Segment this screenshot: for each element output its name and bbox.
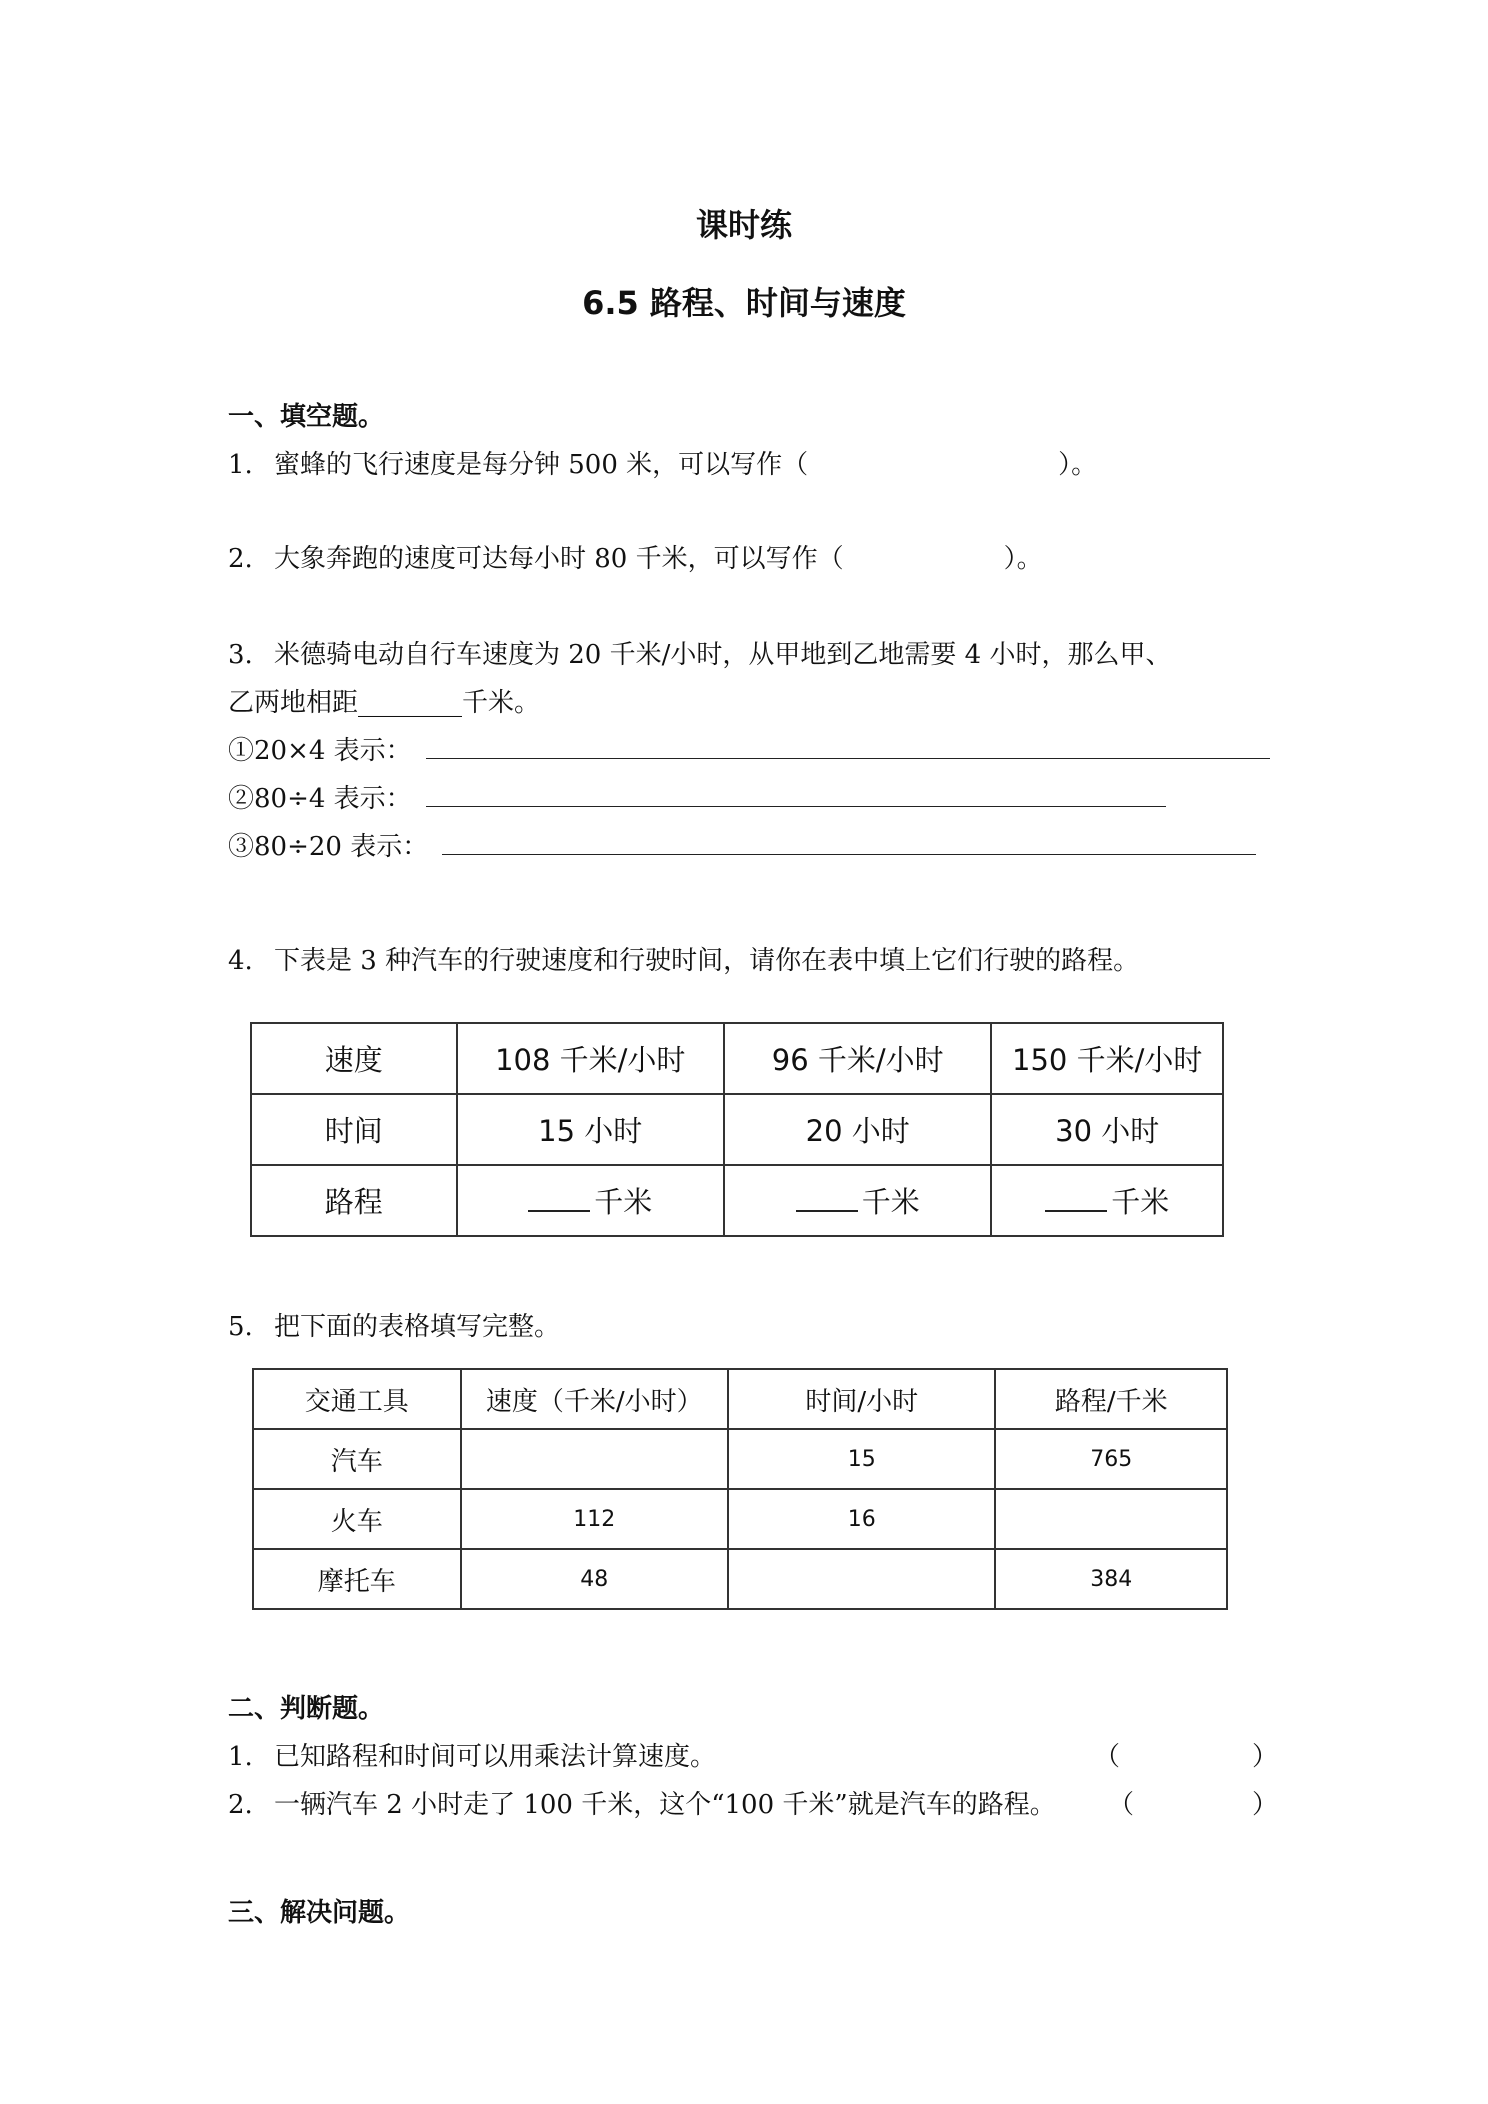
- answer-line-2[interactable]: [426, 806, 1166, 807]
- answer-cell[interactable]: [457, 1165, 724, 1236]
- table-cell: 384: [995, 1549, 1227, 1609]
- sub-question-2: [228, 778, 412, 815]
- answer-line-3[interactable]: [442, 854, 1256, 855]
- question-number: 3.: [228, 640, 253, 670]
- table-cell: 108 千米/小时: [457, 1023, 724, 1094]
- question-2-1: [228, 1736, 716, 1773]
- table-cell: 96 千米/小时: [724, 1023, 991, 1094]
- paren-close: ）: [1252, 1790, 1279, 1820]
- table-cell: 15 小时: [457, 1094, 724, 1165]
- question-text: 蜜蜂的飞行速度是每分钟 500 米，可以写作（: [274, 450, 809, 480]
- answer-blank[interactable]: [528, 1186, 590, 1212]
- answer-cell[interactable]: [728, 1549, 995, 1609]
- table-row: [251, 1023, 1223, 1094]
- column-header: 时间/小时: [728, 1369, 995, 1429]
- question-number: 4.: [228, 946, 253, 976]
- section-3-heading: 三、解决问题。: [228, 1898, 411, 1928]
- answer-cell[interactable]: [991, 1165, 1223, 1236]
- paren-close: ）。: [1058, 450, 1098, 480]
- question-text: 下表是 3 种汽车的行驶速度和行驶时间，请你在表中填上它们行驶的路程。: [274, 946, 1140, 976]
- table-cell: 16: [728, 1489, 995, 1549]
- unit-label: 千米: [861, 1185, 920, 1219]
- question-number: 2.: [228, 1790, 253, 1820]
- question-1-1: [228, 444, 1097, 481]
- question-1-2: [228, 538, 1043, 575]
- sub-question-1: [228, 730, 412, 767]
- sub-question-label: ②80÷4 表示：: [228, 784, 412, 814]
- table-cell: 765: [995, 1429, 1227, 1489]
- row-label: 时间: [251, 1094, 457, 1165]
- vehicle-cell: 火车: [253, 1489, 461, 1549]
- question-number: 1.: [228, 450, 253, 480]
- column-header: 路程/千米: [995, 1369, 1227, 1429]
- paren-close: ）: [1252, 1742, 1279, 1772]
- question-text: 大象奔跑的速度可达每小时 80 千米，可以写作（: [274, 544, 844, 574]
- question-text: 一辆汽车 2 小时走了 100 千米，这个“100 千米”就是汽车的路程。: [274, 1790, 1056, 1820]
- row-label: 路程: [251, 1165, 457, 1236]
- table-cell: 20 小时: [724, 1094, 991, 1165]
- paren-close: ）。: [1003, 544, 1043, 574]
- table-cell: 48: [461, 1549, 728, 1609]
- vehicle-table: [252, 1368, 1228, 1610]
- vehicle-cell: 汽车: [253, 1429, 461, 1489]
- question-2-2: [228, 1784, 1056, 1821]
- sub-question-label: ①20×4 表示：: [228, 736, 412, 766]
- question-1-4: [228, 940, 1139, 977]
- column-header: 速度（千米/小时）: [461, 1369, 728, 1429]
- paren-open: （: [1094, 1742, 1121, 1772]
- answer-blank[interactable]: [1045, 1186, 1107, 1212]
- answer-blank[interactable]: [796, 1186, 858, 1212]
- answer-cell[interactable]: [724, 1165, 991, 1236]
- table-cell: 15: [728, 1429, 995, 1489]
- speed-time-table: [250, 1022, 1224, 1237]
- answer-cell[interactable]: [995, 1489, 1227, 1549]
- table-row: [253, 1429, 1227, 1489]
- answer-line-1[interactable]: [426, 758, 1270, 759]
- table-cell: 150 千米/小时: [991, 1023, 1223, 1094]
- question-number: 5.: [228, 1312, 253, 1342]
- question-text: 已知路程和时间可以用乘法计算速度。: [274, 1742, 717, 1772]
- table-row: [253, 1549, 1227, 1609]
- table-header-row: [253, 1369, 1227, 1429]
- sub-question-label: ③80÷20 表示：: [228, 832, 429, 862]
- column-header: 交通工具: [253, 1369, 461, 1429]
- page-subtitle: 6.5 路程、时间与速度: [582, 284, 906, 322]
- question-1-3-line2: 乙两地相距________千米。: [228, 688, 541, 718]
- section-2-heading: 二、判断题。: [228, 1694, 385, 1724]
- question-number: 1.: [228, 1742, 253, 1772]
- question-text: 把下面的表格填写完整。: [274, 1312, 561, 1342]
- page-title: 课时练: [695, 206, 792, 244]
- question-1-5: [228, 1306, 560, 1343]
- table-cell: 30 小时: [991, 1094, 1223, 1165]
- sub-question-3: [228, 826, 428, 863]
- answer-cell[interactable]: [461, 1429, 728, 1489]
- question-number: 2.: [228, 544, 253, 574]
- table-row: [251, 1165, 1223, 1236]
- unit-label: 千米: [1111, 1185, 1170, 1219]
- table-row: [253, 1489, 1227, 1549]
- unit-label: 千米: [594, 1185, 653, 1219]
- table-row: [251, 1094, 1223, 1165]
- table-cell: 112: [461, 1489, 728, 1549]
- paren-open: （: [1108, 1790, 1135, 1820]
- section-1-heading: 一、填空题。: [228, 402, 385, 432]
- question-text: 米德骑电动自行车速度为 20 千米/小时，从甲地到乙地需要 4 小时，那么甲、: [274, 640, 1172, 670]
- question-1-3-line1: [228, 634, 1171, 671]
- vehicle-cell: 摩托车: [253, 1549, 461, 1609]
- row-label: 速度: [251, 1023, 457, 1094]
